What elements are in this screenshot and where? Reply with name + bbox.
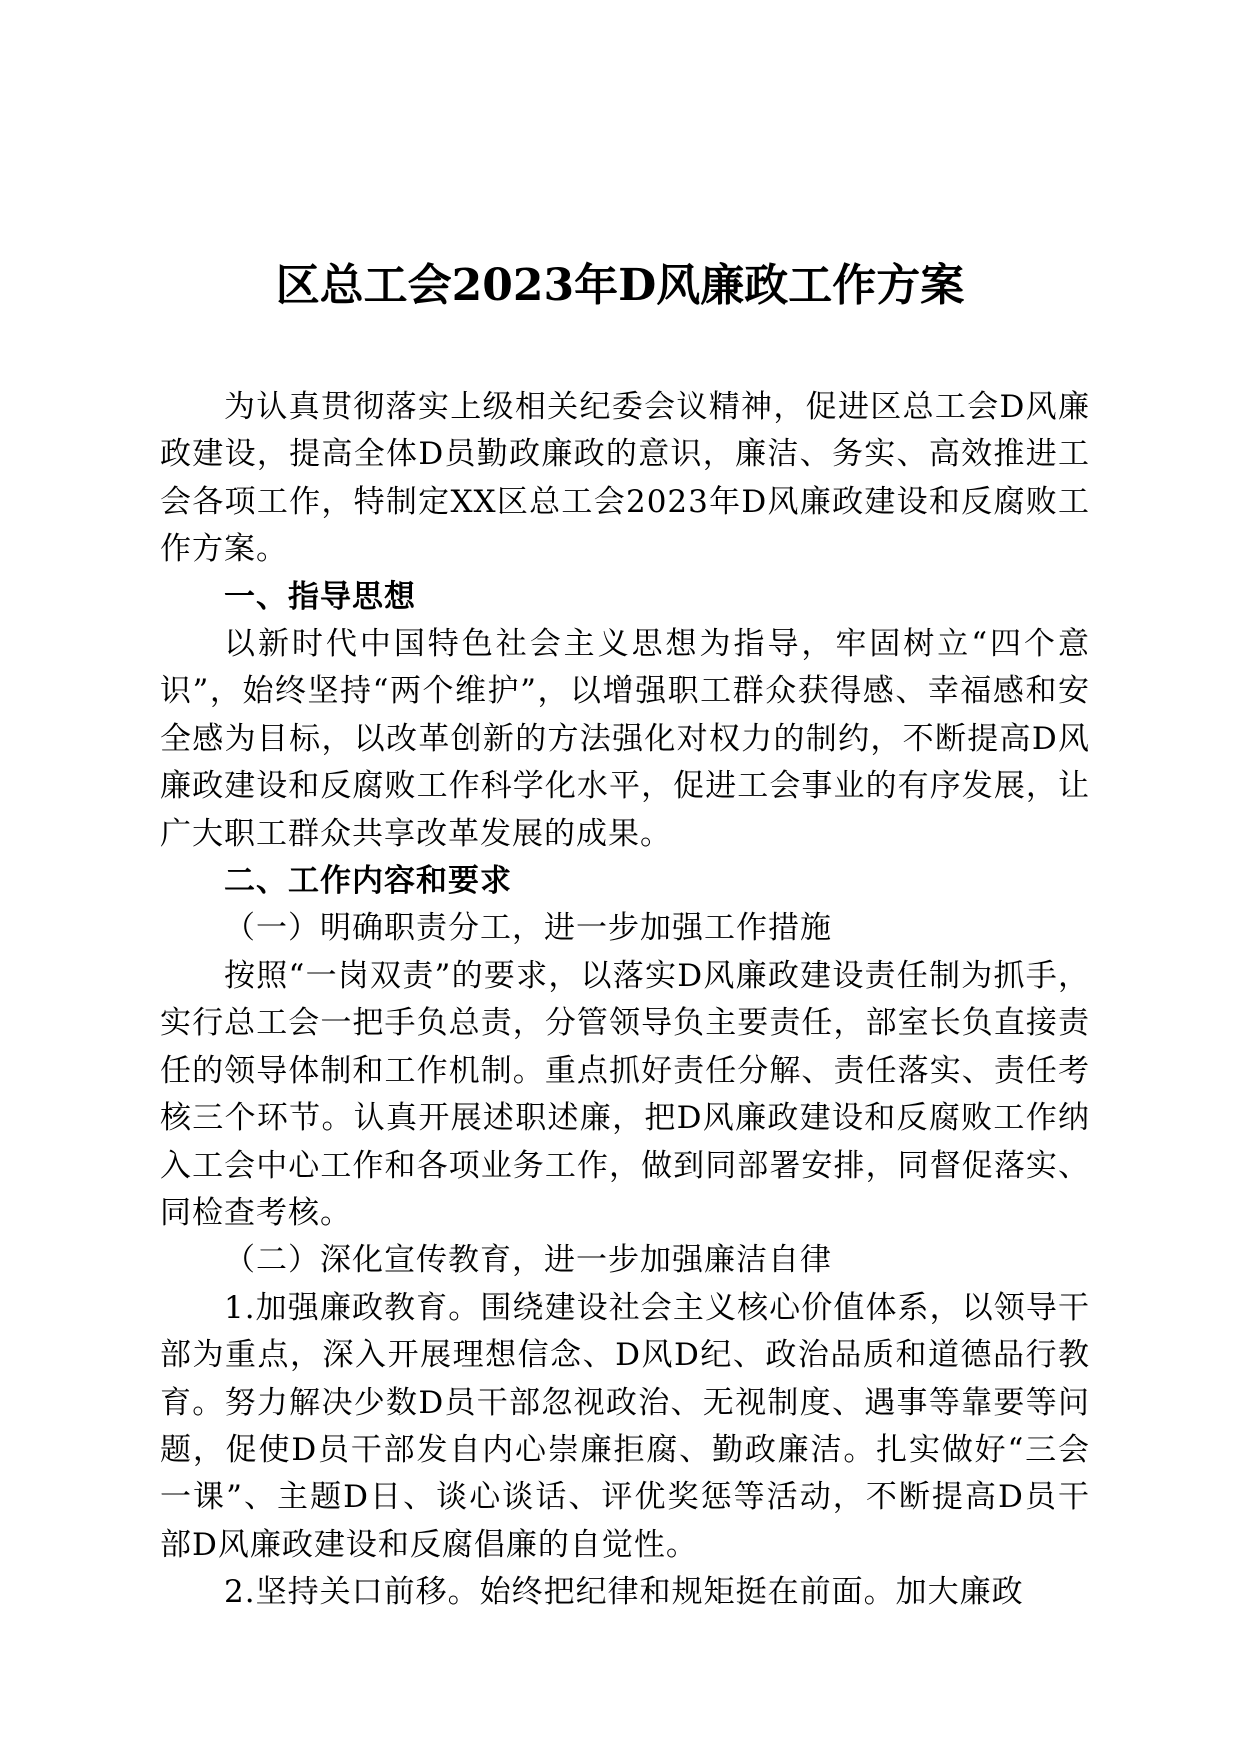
section-heading-work-content: 二、工作内容和要求 (224, 863, 512, 900)
education-item-2-paragraph: 2.坚持关口前移。始终把纪律和规矩挺在前面。加大廉政 (224, 1574, 1024, 1611)
section-heading-guiding-thought: 一、指导思想 (224, 578, 416, 615)
guiding-thought-paragraph: 以新时代中国特色社会主义思想为指导，牢固树立“四个意识”，始终坚持“两个维护”，以增强职工群众获得感、幸福感和安全感为目标，以改革创新的方法强化对权力的制约，不断提高D风廉政建设和反腐败工作科学化水平，促进工会事业的有序发展，让广大职工群众共享改革发展的成果。 (160, 626, 1090, 852)
education-item-1-paragraph: 1.加强廉政教育。围绕建设社会主义核心价值体系，以领导干部为重点，深入开展理想信念、D风D纪、政治品质和道德品行教育。努力解决少数D员干部忽视政治、无视制度、遇事等靠要等问题，促使D员干部发自内心崇廉拒腐、勤政廉洁。扎实做好“三会一课”、主题D日、谈心谈话、评优奖惩等活动，不断提高D员干部D风廉政建设和反腐倡廉的自觉性。 (160, 1289, 1090, 1563)
intro-paragraph: 为认真贯彻落实上级相关纪委会议精神，促进区总工会D风廉政建设，提高全体D员勤政廉政的意识，廉洁、务实、高效推进工会各项工作，特制定XX区总工会2023年D风廉政建设和反腐败工作方案。 (160, 389, 1090, 568)
subsection-heading-education: （二）深化宣传教育，进一步加强廉洁自律 (224, 1242, 832, 1279)
document-body (160, 384, 1090, 1617)
subsection-heading-responsibilities: （一）明确职责分工，进一步加强工作措施 (224, 910, 832, 947)
responsibilities-paragraph: 按照“一岗双责”的要求，以落实D风廉政建设责任制为抓手，实行总工会一把手负总责，分管领导负主要责任，部室长负直接责任的领导体制和工作机制。重点抓好责任分解、责任落实、责任考核三个环节。认真开展述职述廉，把D风廉政建设和反腐败工作纳入工会中心工作和各项业务工作，做到同部署安排，同督促落实、同检查考核。 (160, 957, 1090, 1231)
document-title: 区总工会2023年D风廉政工作方案 (275, 260, 965, 311)
